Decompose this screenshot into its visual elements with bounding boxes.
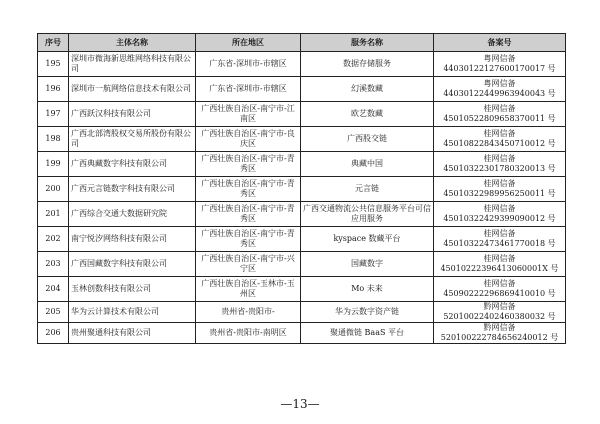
cell-subject: 贵州聚通科技有限公司 xyxy=(69,323,196,344)
cell-filing: 黔网信备 52010022402460380032 号 xyxy=(434,302,566,323)
cell-subject: 华为云计算技术有限公司 xyxy=(69,302,196,323)
cell-region: 广西壮族自治区-南宁市-江南区 xyxy=(196,102,301,127)
cell-seq: 205 xyxy=(38,302,69,323)
header-row xyxy=(38,34,566,52)
cell-region: 广西壮族自治区-南宁市-青秀区 xyxy=(196,202,301,227)
cell-seq: 204 xyxy=(38,277,69,302)
cell-subject: 广西元言链数字科技有限公司 xyxy=(69,177,196,202)
table-row xyxy=(38,102,566,127)
cell-subject: 玉林创数科技有限公司 xyxy=(69,277,196,302)
table-row xyxy=(38,202,566,227)
cell-region: 广东省-深圳市-市辖区 xyxy=(196,77,301,102)
table-row xyxy=(38,127,566,152)
cell-service: 典藏中国 xyxy=(301,152,434,177)
cell-filing: 桂网信备 45010522809658370011 号 xyxy=(434,102,566,127)
cell-subject: 广西综合交通大数据研究院 xyxy=(69,202,196,227)
cell-seq: 195 xyxy=(38,52,69,77)
table-row xyxy=(38,277,566,302)
header-filing: 备案号 xyxy=(434,34,566,52)
cell-region: 广西壮族自治区-南宁市-青秀区 xyxy=(196,227,301,252)
cell-region: 广西壮族自治区-玉林市-玉州区 xyxy=(196,277,301,302)
cell-region: 广西壮族自治区-南宁市-良庆区 xyxy=(196,127,301,152)
header-subject: 主体名称 xyxy=(69,34,196,52)
cell-service: Mo 未来 xyxy=(301,277,434,302)
cell-service: 聚通微链 BaaS 平台 xyxy=(301,323,434,344)
cell-subject: 广西跃汉科技有限公司 xyxy=(69,102,196,127)
table-row xyxy=(38,52,566,77)
header-seq: 序号 xyxy=(38,34,69,52)
cell-seq: 203 xyxy=(38,252,69,277)
cell-seq: 197 xyxy=(38,102,69,127)
cell-service: 华为云数字资产链 xyxy=(301,302,434,323)
cell-filing: 粤网信备 44030122449963940043 号 xyxy=(434,77,566,102)
table-row xyxy=(38,323,566,344)
cell-service: 数据存储服务 xyxy=(301,52,434,77)
table-header xyxy=(38,34,566,52)
header-service: 服务名称 xyxy=(301,34,434,52)
table-row xyxy=(38,302,566,323)
cell-filing: 桂网信备 45010222396413060001X 号 xyxy=(434,252,566,277)
cell-service: 幻溪数藏 xyxy=(301,77,434,102)
cell-region: 广西壮族自治区-南宁市-青秀区 xyxy=(196,177,301,202)
cell-service: 国藏数字 xyxy=(301,252,434,277)
cell-subject: 广西国藏数字科技有限公司 xyxy=(69,252,196,277)
cell-subject: 广西典藏数字科技有限公司 xyxy=(69,152,196,177)
cell-filing: 桂网信备 45010322429399090012 号 xyxy=(434,202,566,227)
cell-filing: 桂网信备 45010322989956250011 号 xyxy=(434,177,566,202)
cell-service: 欧艺数藏 xyxy=(301,102,434,127)
page-number: —13— xyxy=(280,397,320,411)
cell-region: 贵州省-贵阳市-南明区 xyxy=(196,323,301,344)
cell-seq: 202 xyxy=(38,227,69,252)
cell-filing: 桂网信备 45010322473461770018 号 xyxy=(434,227,566,252)
table-row xyxy=(38,77,566,102)
cell-service: kyspace 数藏平台 xyxy=(301,227,434,252)
table-row xyxy=(38,152,566,177)
cell-service: 元言链 xyxy=(301,177,434,202)
cell-seq: 206 xyxy=(38,323,69,344)
cell-filing: 黔网信备 52010022278465624001​2 号 xyxy=(434,323,566,344)
cell-subject: 广西北部湾股权交易所股份有限公司 xyxy=(69,127,196,152)
cell-region: 广西壮族自治区-南宁市-兴宁区 xyxy=(196,252,301,277)
cell-seq: 201 xyxy=(38,202,69,227)
header-region: 所在地区 xyxy=(196,34,301,52)
table-row xyxy=(38,227,566,252)
cell-subject: 深圳市一航网络信息技术有限公司 xyxy=(69,77,196,102)
table-row xyxy=(38,252,566,277)
cell-seq: 196 xyxy=(38,77,69,102)
filing-table xyxy=(37,33,566,344)
cell-filing: 桂网信备 45090222296869410010 号 xyxy=(434,277,566,302)
table-row xyxy=(38,177,566,202)
cell-region: 广西壮族自治区-南宁市-青秀区 xyxy=(196,152,301,177)
cell-seq: 200 xyxy=(38,177,69,202)
cell-subject: 南宁悦汐网络科技有限公司 xyxy=(69,227,196,252)
cell-seq: 198 xyxy=(38,127,69,152)
table-body xyxy=(38,52,566,344)
cell-filing: 粤网信备 44030122127600170017 号 xyxy=(434,52,566,77)
cell-filing: 桂网信备 45010822843450710012 号 xyxy=(434,127,566,152)
cell-filing: 桂网信备 45010322301780320013 号 xyxy=(434,152,566,177)
cell-region: 广东省-深圳市-市辖区 xyxy=(196,52,301,77)
cell-service: 广西交通物流公共信息服务平台可信应用服务 xyxy=(301,202,434,227)
cell-region: 贵州省-贵阳市- xyxy=(196,302,301,323)
cell-service: 广西股交链 xyxy=(301,127,434,152)
cell-subject: 深圳市微海新思维网络科技有限公司 xyxy=(69,52,196,77)
cell-seq: 199 xyxy=(38,152,69,177)
